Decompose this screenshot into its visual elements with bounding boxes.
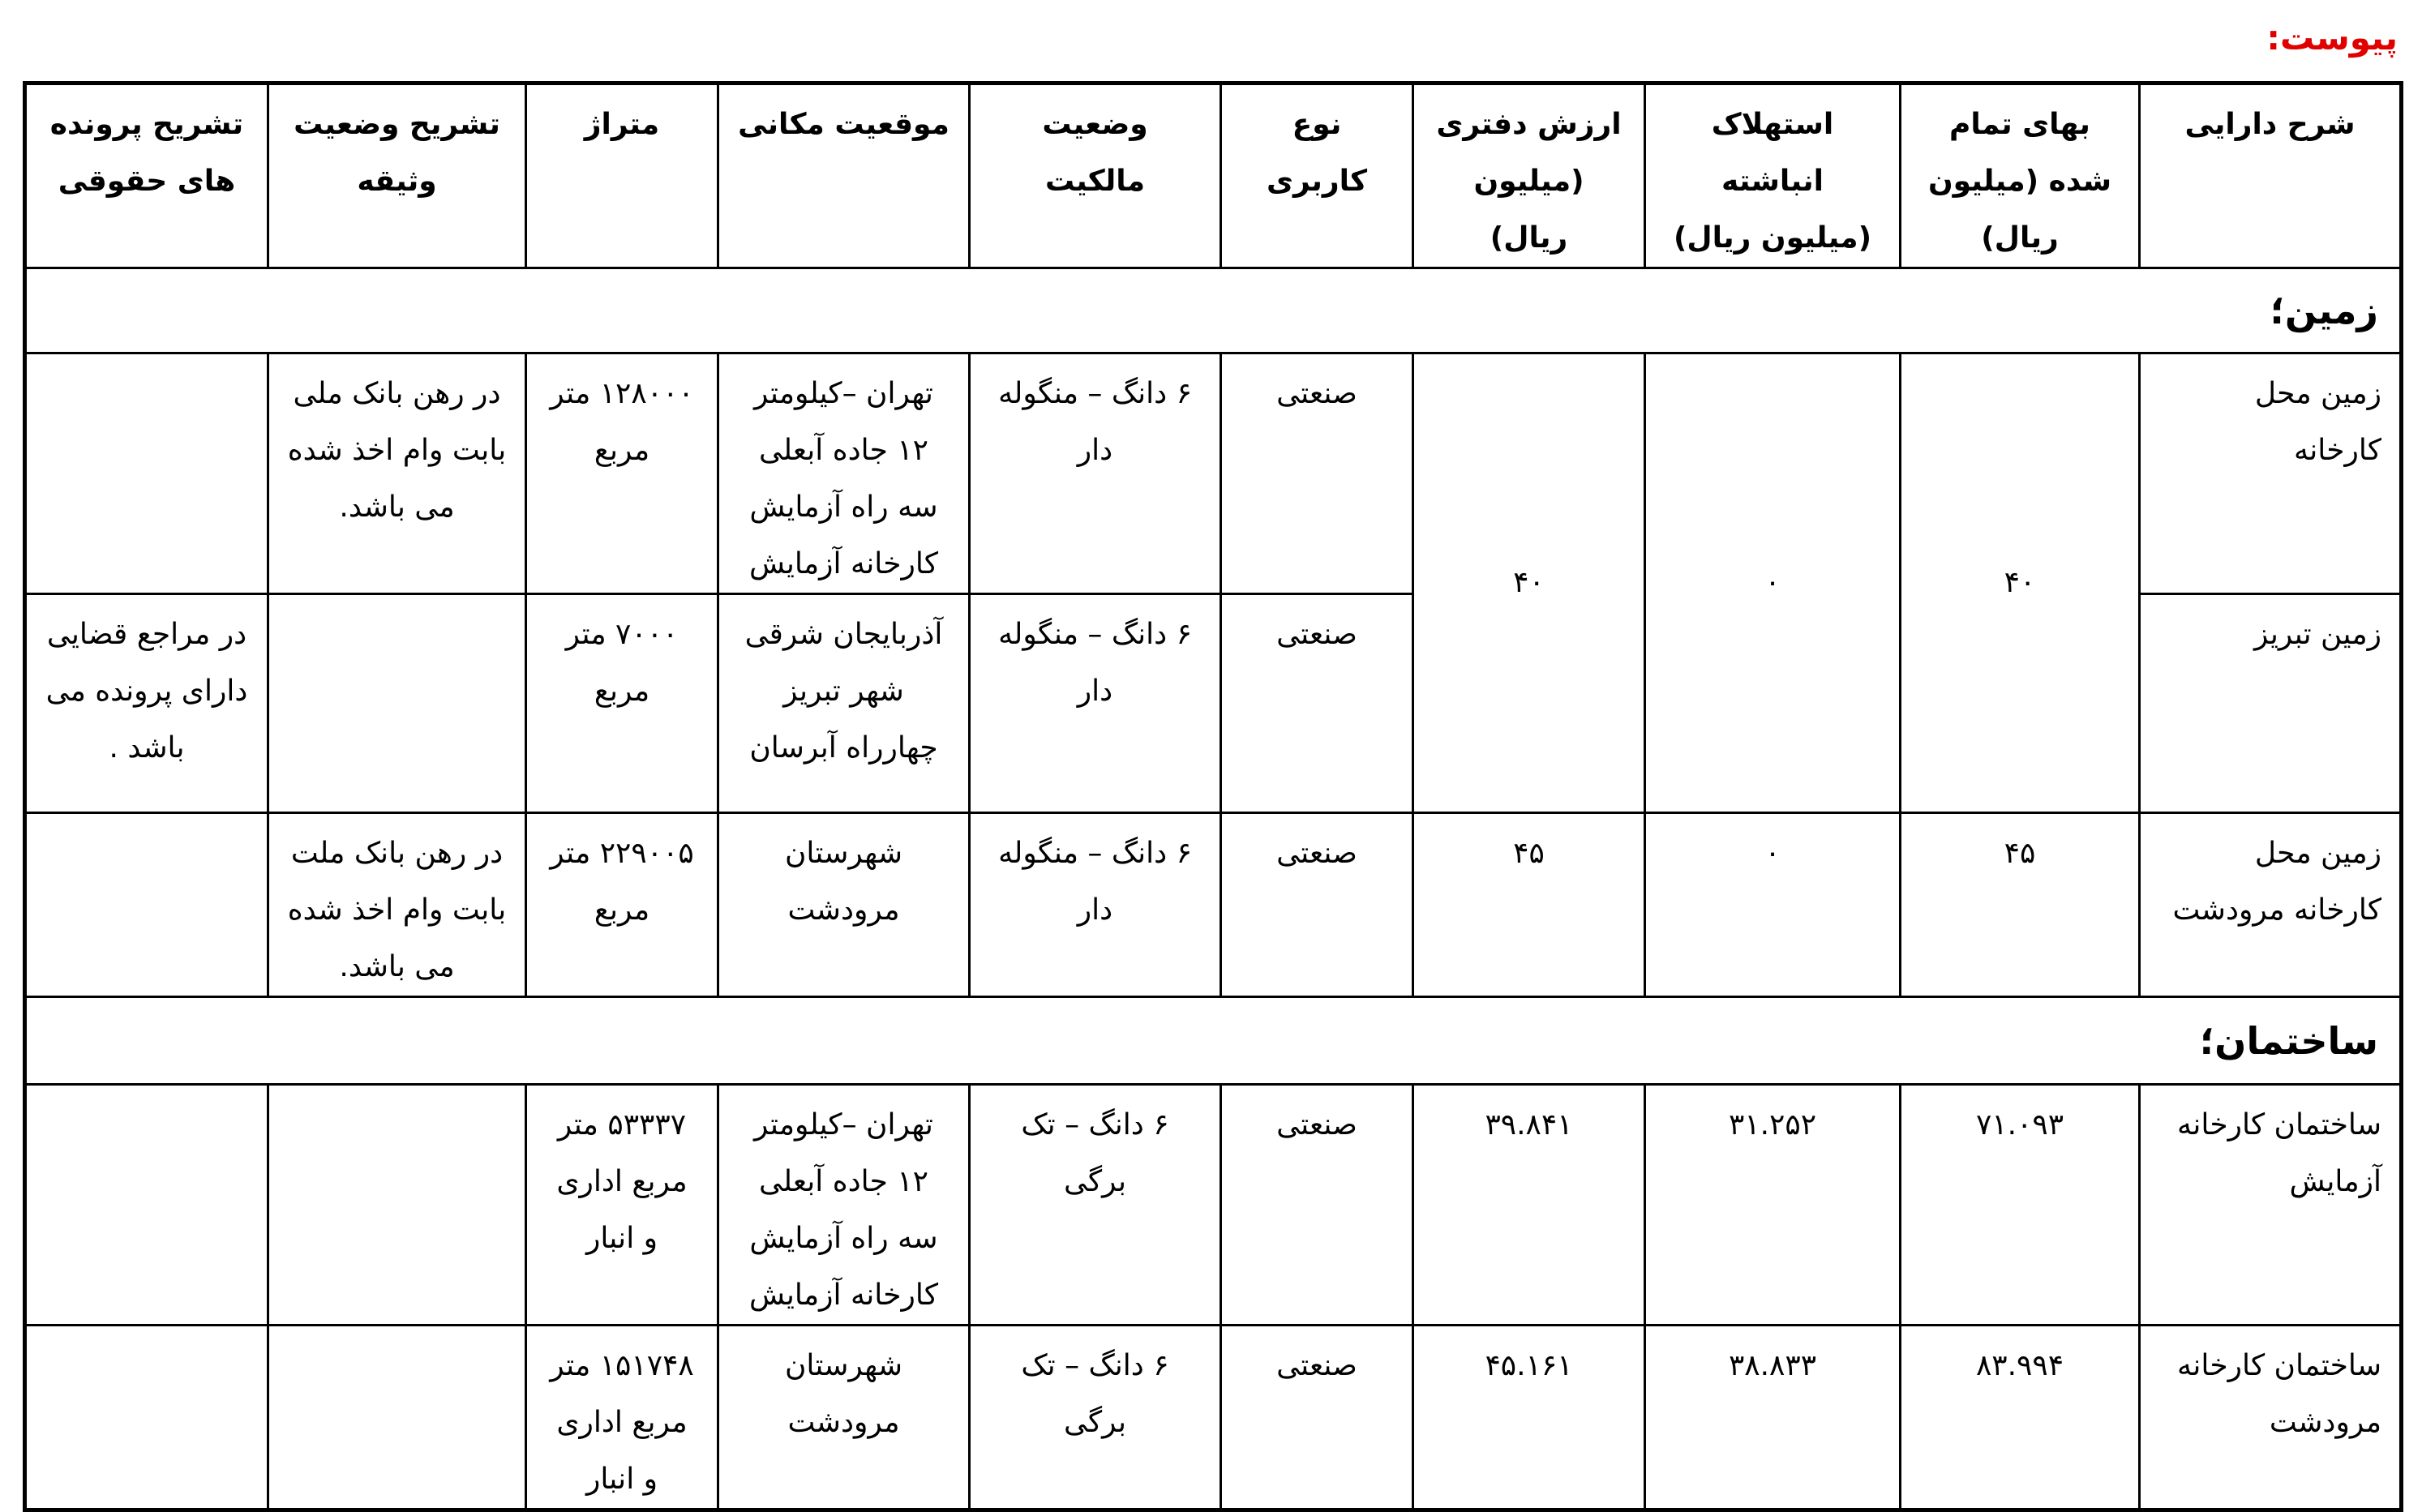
header-asset: شرح دارایی [2140,84,2402,268]
mortgage-cell: در رهن بانک ملت بابت وام اخذ شده می باشد. [268,813,526,997]
header-area: متراژ [526,84,718,268]
ownership-cell: ۶ دانگ – منگوله دار [970,813,1221,997]
cost-cell: ۸۳.۹۹۴ [1901,1326,2140,1510]
book-value-cell: ۴۵ [1413,813,1645,997]
depreciation-cell: ۳۱.۲۵۲ [1645,1085,1901,1326]
usage-cell: صنعتی [1221,353,1413,594]
legal-cell [25,353,268,594]
mortgage-cell [268,1326,526,1510]
header-mortgage: تشریح وضعیت وثیقه [268,84,526,268]
header-book-value: ارزش دفتری (میلیون ریال) [1413,84,1645,268]
asset-cell: ساختمان کارخانه مرودشت [2140,1326,2402,1510]
area-cell: ۵۳۳۳۷ متر مربع اداری و انبار [526,1085,718,1326]
legal-cell [25,1085,268,1326]
asset-cell: زمین محل کارخانه مرودشت [2140,813,2402,997]
header-depreciation: استهلاک انباشته (میلیون ریال) [1645,84,1901,268]
usage-cell: صنعتی [1221,594,1413,813]
book-value-cell: ۴۰ [1413,353,1645,813]
table-row [25,1326,2402,1510]
area-cell: ۱۲۸۰۰۰ متر مربع [526,353,718,594]
location-cell: تهران –کیلومتر ۱۲ جاده آبعلی سه راه آزمایش کارخانه آزمایش [718,353,970,594]
mortgage-cell [268,1085,526,1326]
legal-cell: در مراجع قضایی دارای پرونده می باشد . [25,594,268,813]
legal-cell [25,813,268,997]
header-row [25,84,2402,268]
header-ownership: وضعیت مالکیت [970,84,1221,268]
depreciation-cell: ۰ [1645,813,1901,997]
asset-cell: زمین محل کارخانه [2140,353,2402,594]
location-cell: آذربایجان شرقی شهر تبریز چهارراه آبرسان [718,594,970,813]
mortgage-cell [268,594,526,813]
book-value-cell: ۴۵.۱۶۱ [1413,1326,1645,1510]
area-cell: ۷۰۰۰ متر مربع [526,594,718,813]
assets-table [23,81,2403,1512]
header-location: موقعیت مکانی [718,84,970,268]
legal-cell [25,1326,268,1510]
asset-cell: ساختمان کارخانه آزمایش [2140,1085,2402,1326]
section-title-building: ساختمان؛ [25,997,2402,1085]
cost-cell: ۷۱.۰۹۳ [1901,1085,2140,1326]
location-cell: شهرستان مرودشت [718,1326,970,1510]
header-usage: نوع کاربری [1221,84,1413,268]
asset-cell: زمین تبریز [2140,594,2402,813]
usage-cell: صنعتی [1221,1326,1413,1510]
depreciation-cell: ۳۸.۸۳۳ [1645,1326,1901,1510]
appendix-title: پیوست: [2266,18,2398,58]
depreciation-cell: ۰ [1645,353,1901,813]
section-row-land [25,268,2402,353]
table-row [25,353,2402,594]
section-title-land: زمین؛ [25,268,2402,353]
header-cost: بهای تمام شده (میلیون ریال) [1901,84,2140,268]
area-cell: ۲۲۹۰۰۵ متر مربع [526,813,718,997]
usage-cell: صنعتی [1221,813,1413,997]
ownership-cell: ۶ دانگ – تک برگی [970,1085,1221,1326]
area-cell: ۱۵۱۷۴۸ متر مربع اداری و انبار [526,1326,718,1510]
ownership-cell: ۶ دانگ – منگوله دار [970,353,1221,594]
table-row [25,813,2402,997]
usage-cell: صنعتی [1221,1085,1413,1326]
cost-cell: ۴۰ [1901,353,2140,813]
header-legal: تشریح پرونده های حقوقی [25,84,268,268]
table-row [25,1085,2402,1326]
mortgage-cell: در رهن بانک ملی بابت وام اخذ شده می باشد. [268,353,526,594]
section-row-building [25,997,2402,1085]
location-cell: تهران –کیلومتر ۱۲ جاده آبعلی سه راه آزمایش کارخانه آزمایش [718,1085,970,1326]
ownership-cell: ۶ دانگ – منگوله دار [970,594,1221,813]
cost-cell: ۴۵ [1901,813,2140,997]
location-cell: شهرستان مرودشت [718,813,970,997]
book-value-cell: ۳۹.۸۴۱ [1413,1085,1645,1326]
ownership-cell: ۶ دانگ – تک برگی [970,1326,1221,1510]
